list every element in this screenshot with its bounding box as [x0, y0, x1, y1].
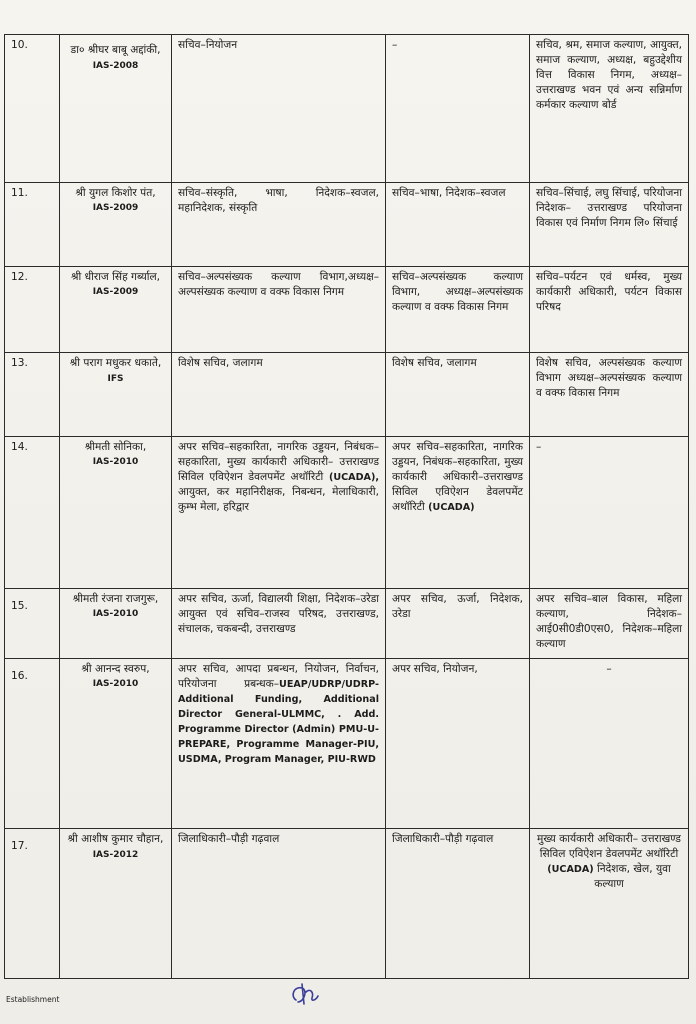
table-row — [5, 267, 689, 353]
ucada-code: (UCADA) — [547, 864, 594, 875]
program-titles: UEAP/UDRP/UDRP-Additional Funding, Additional Director General-ULMMC, . Add. Programme Director (Admin) PMU-U-PREPARE, Programme Manager-PIU, USDMA, Program Manager, PIU-RWD — [178, 679, 379, 765]
retained-posting: विशेष सचिव, जलागम — [386, 353, 530, 437]
officer-name-text: श्री पराग मधुकर धकाते, — [69, 357, 162, 369]
table-row — [5, 183, 689, 267]
serial-number: 13. — [5, 353, 60, 437]
footer-label: Establishment — [6, 995, 60, 1004]
transfer-table — [4, 34, 689, 979]
serial-number: 11. — [5, 183, 60, 267]
new-posting: – — [530, 659, 689, 829]
retained-posting: जिलाधिकारी–पौड़ी गढ़वाल — [386, 829, 530, 979]
serial-number: 10. — [5, 35, 60, 183]
current-posting — [172, 659, 386, 829]
current-posting-text: अपर सचिव, आपदा प्रबन्धन, नियोजन, निर्वाचन, परियोजना प्रबन्धक– — [178, 663, 379, 690]
officer-name-text: श्रीमती रंजना राजगुरू, — [72, 593, 159, 605]
officer-name — [60, 829, 172, 979]
service-batch: IAS-2012 — [92, 850, 139, 860]
table-row — [5, 659, 689, 829]
officer-name-text: श्री युगल किशोर पंत, — [75, 187, 156, 199]
ucada-code: (UCADA) — [428, 502, 475, 513]
retained-posting: सचिव–भाषा, निदेशक–स्वजल — [386, 183, 530, 267]
ucada-code: (UCADA), — [328, 472, 379, 483]
new-posting-text: निदेशक, खेल, युवा कल्याण — [594, 863, 671, 890]
retained-posting: अपर सचिव, नियोजन, — [386, 659, 530, 829]
table-row — [5, 589, 689, 659]
current-posting: जिलाधिकारी–पौड़ी गढ़वाल — [172, 829, 386, 979]
new-posting: सचिव–पर्यटन एवं धर्मस्व, मुख्य कार्यकारी अधिकारी, पर्यटन विकास परिषद — [530, 267, 689, 353]
officer-name-text: श्री धीराज सिंह गर्ब्याल, — [70, 271, 161, 283]
officer-name — [60, 267, 172, 353]
new-posting: विशेष सचिव, अल्पसंख्यक कल्याण विभाग अध्यक्ष–अल्पसंख्यक कल्याण व वक्फ विकास निगम — [530, 353, 689, 437]
retained-posting — [386, 437, 530, 589]
current-posting: सचिव–नियोजन — [172, 35, 386, 183]
new-posting: सचिव–सिंचाई, लघु सिंचाई, परियोजना निदेशक– उत्तराखण्ड परियोजना विकास एवं निर्माण निगम लि० सिंचाई — [530, 183, 689, 267]
service-batch: IAS-2009 — [92, 203, 139, 213]
service-batch: IAS-2010 — [92, 457, 139, 467]
officer-name — [60, 437, 172, 589]
serial-number: 17. — [5, 829, 60, 979]
new-posting: सचिव, श्रम, समाज कल्याण, आयुक्त, समाज कल्याण, अध्यक्ष, बहुउद्देशीय वित्त विकास निगम, अध्यक्ष–उत्तराखण्ड भवन एवं अन्य सन्निर्माण कर्मकार कल्याण बोर्ड — [530, 35, 689, 183]
officer-name — [60, 183, 172, 267]
table-row — [5, 35, 689, 183]
new-posting — [530, 829, 689, 979]
signature-mark — [286, 978, 326, 1008]
retained-posting: सचिव–अल्पसंख्यक कल्याण विभाग, अध्यक्ष–अल्पसंख्यक कल्याण व वक्फ विकास निगम — [386, 267, 530, 353]
serial-number: 15. — [5, 589, 60, 659]
officer-name-text: श्री आशीष कुमार चौहान, — [67, 833, 164, 845]
table-row — [5, 437, 689, 589]
officer-name — [60, 35, 172, 183]
current-posting: सचिव–अल्पसंख्यक कल्याण विभाग,अध्यक्ष–अल्पसंख्यक कल्याण व वक्फ विकास निगम — [172, 267, 386, 353]
serial-number: 12. — [5, 267, 60, 353]
officer-name — [60, 353, 172, 437]
table-row — [5, 353, 689, 437]
officer-name — [60, 589, 172, 659]
current-posting-text: अपर सचिव–सहकारिता, नागरिक उड्डयन, निबंधक–सहकारिता, मुख्य कार्यकारी अधिकारी– उत्तराखण्ड सिविल एविऐशन डेवलपमेंट अथॉरिटी — [178, 441, 379, 483]
officer-name-text: श्री आनन्द स्वरुप, — [81, 663, 150, 675]
officer-name-text: डा० श्रीघर बाबू अद्दांकी, — [70, 44, 161, 56]
table-row — [5, 829, 689, 979]
retained-posting: अपर सचिव, ऊर्जा, निदेशक, उरेडा — [386, 589, 530, 659]
new-posting: – — [530, 437, 689, 589]
officer-name-text: श्रीमती सोनिका, — [84, 441, 147, 453]
new-posting: अपर सचिव–बाल विकास, महिला कल्याण, निदेशक–आई0सी0डी0एस0, निदेशक–महिला कल्याण — [530, 589, 689, 659]
serial-number: 16. — [5, 659, 60, 829]
retained-posting-text: अपर सचिव–सहकारिता, नागरिक उड्डयन, निबंधक–सहकारिता, मुख्य कार्यकारी अधिकारी–उत्तराखण्ड सिविल एविऐशन डेवलपमेंट अथॉरिटी — [392, 441, 523, 513]
current-posting-text: आयुक्त, कर महानिरीक्षक, निबन्धन, मेलाधिकारी, कुम्भ मेला, हरिद्वार — [178, 486, 379, 513]
service-batch: IAS-2010 — [92, 609, 139, 619]
retained-posting: – — [386, 35, 530, 183]
service-batch: IAS-2008 — [92, 61, 139, 71]
service-batch: IAS-2010 — [92, 679, 139, 689]
current-posting: सचिव–संस्कृति, भाषा, निदेशक–स्वजल, महानिदेशक, संस्कृति — [172, 183, 386, 267]
current-posting — [172, 437, 386, 589]
new-posting-text: मुख्य कार्यकारी अधिकारी– उत्तराखण्ड सिविल एविऐशन डेवलपमेंट अथॉरिटी — [537, 833, 681, 860]
current-posting: अपर सचिव, ऊर्जा, विद्यालयी शिक्षा, निदेशक–उरेडा आयुक्त एवं सचिव–राजस्व परिषद, उत्तराखण्ड, संचालक, चकबन्दी, उत्तराखण्ड — [172, 589, 386, 659]
service-batch: IFS — [107, 374, 124, 384]
current-posting: विशेष सचिव, जलागम — [172, 353, 386, 437]
officer-name — [60, 659, 172, 829]
service-batch: IAS-2009 — [92, 287, 139, 297]
serial-number: 14. — [5, 437, 60, 589]
